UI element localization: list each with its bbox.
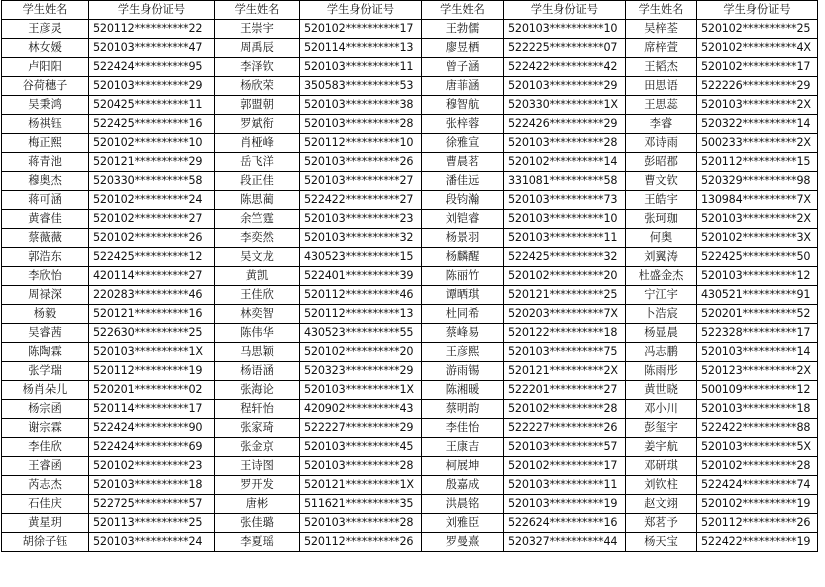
student-name-cell: 李欣怡 xyxy=(2,267,89,286)
student-name-cell: 陈思蔺 xyxy=(215,191,300,210)
student-id-cell: 520103**********28 xyxy=(300,514,422,533)
table-row xyxy=(2,20,818,39)
student-id-cell: 520102**********4X xyxy=(697,39,818,58)
student-name-cell: 王佳欣 xyxy=(215,286,300,305)
student-id-cell: 520323**********29 xyxy=(300,362,422,381)
student-name-cell: 石佳庆 xyxy=(2,495,89,514)
student-id-cell: 220283**********46 xyxy=(89,286,215,305)
student-roster-table xyxy=(1,0,818,552)
student-id-cell: 520102**********28 xyxy=(504,400,626,419)
student-name-cell: 蒋可涵 xyxy=(2,191,89,210)
student-name-cell: 彭玺宇 xyxy=(626,419,697,438)
student-name-cell: 廖昱栖 xyxy=(422,39,504,58)
student-name-cell: 罗曼熹 xyxy=(422,533,504,552)
header-student-id: 学生身份证号 xyxy=(697,1,818,20)
student-id-cell: 522328**********17 xyxy=(697,324,818,343)
student-name-cell: 蔡明韵 xyxy=(422,400,504,419)
student-name-cell: 柯展坤 xyxy=(422,457,504,476)
table-row xyxy=(2,305,818,324)
student-id-cell: 520103**********27 xyxy=(300,172,422,191)
table-row xyxy=(2,286,818,305)
student-name-cell: 林女媛 xyxy=(2,39,89,58)
student-name-cell: 周禄深 xyxy=(2,286,89,305)
student-id-cell: 520102**********20 xyxy=(504,267,626,286)
student-id-cell: 522225**********07 xyxy=(504,39,626,58)
student-id-cell: 520103**********47 xyxy=(89,39,215,58)
student-id-cell: 522725**********57 xyxy=(89,495,215,514)
table-row xyxy=(2,343,818,362)
student-id-cell: 520112**********46 xyxy=(300,286,422,305)
student-name-cell: 李佳怡 xyxy=(422,419,504,438)
student-id-cell: 520103**********38 xyxy=(300,96,422,115)
student-name-cell: 曾子涵 xyxy=(422,58,504,77)
student-id-cell: 522424**********90 xyxy=(89,419,215,438)
student-id-cell: 520114**********13 xyxy=(300,39,422,58)
student-name-cell: 王彦灵 xyxy=(2,20,89,39)
student-name-cell: 王韬杰 xyxy=(626,58,697,77)
header-student-name: 学生姓名 xyxy=(422,1,504,20)
student-name-cell: 蒋青池 xyxy=(2,153,89,172)
student-id-cell: 520102**********27 xyxy=(89,210,215,229)
student-id-cell: 520103**********57 xyxy=(504,438,626,457)
student-name-cell: 杨语涵 xyxy=(215,362,300,381)
table-row xyxy=(2,229,818,248)
student-id-cell: 520112**********10 xyxy=(300,134,422,153)
student-name-cell: 杨毅 xyxy=(2,305,89,324)
student-name-cell: 黄世晓 xyxy=(626,381,697,400)
table-row xyxy=(2,172,818,191)
student-name-cell: 潘佳远 xyxy=(422,172,504,191)
table-row xyxy=(2,210,818,229)
student-name-cell: 宁江宇 xyxy=(626,286,697,305)
student-name-cell: 王皓宇 xyxy=(626,191,697,210)
roster-body xyxy=(2,20,818,552)
student-name-cell: 唐菲涵 xyxy=(422,77,504,96)
student-id-cell: 520103**********5X xyxy=(697,438,818,457)
student-id-cell: 520102**********10 xyxy=(89,134,215,153)
student-name-cell: 梅正熙 xyxy=(2,134,89,153)
student-id-cell: 520102**********28 xyxy=(697,457,818,476)
student-name-cell: 冯志鹏 xyxy=(626,343,697,362)
student-name-cell: 吴文龙 xyxy=(215,248,300,267)
student-name-cell: 邓研琪 xyxy=(626,457,697,476)
student-id-cell: 520103**********28 xyxy=(300,457,422,476)
table-row xyxy=(2,324,818,343)
student-id-cell: 520103**********10 xyxy=(504,20,626,39)
student-name-cell: 曹文钦 xyxy=(626,172,697,191)
header-student-name: 学生姓名 xyxy=(2,1,89,20)
student-id-cell: 520103**********12 xyxy=(697,267,818,286)
table-row xyxy=(2,362,818,381)
student-name-cell: 徐雅宣 xyxy=(422,134,504,153)
student-name-cell: 王勃儒 xyxy=(422,20,504,39)
table-row xyxy=(2,419,818,438)
student-name-cell: 陈伟华 xyxy=(215,324,300,343)
student-id-cell: 520425**********11 xyxy=(89,96,215,115)
student-name-cell: 王思蕊 xyxy=(626,96,697,115)
student-id-cell: 522422**********27 xyxy=(300,191,422,210)
student-id-cell: 500109**********12 xyxy=(697,381,818,400)
student-id-cell: 520112**********26 xyxy=(300,533,422,552)
header-row xyxy=(2,1,818,20)
student-id-cell: 520102**********17 xyxy=(300,20,422,39)
table-row xyxy=(2,77,818,96)
student-id-cell: 520121**********2X xyxy=(504,362,626,381)
student-name-cell: 郭浩东 xyxy=(2,248,89,267)
header-student-name: 学生姓名 xyxy=(626,1,697,20)
student-name-cell: 杨欣荣 xyxy=(215,77,300,96)
student-id-cell: 520112**********19 xyxy=(89,362,215,381)
student-name-cell: 穆智航 xyxy=(422,96,504,115)
student-id-cell: 522227**********26 xyxy=(504,419,626,438)
student-id-cell: 520102**********25 xyxy=(697,20,818,39)
student-name-cell: 周禹辰 xyxy=(215,39,300,58)
table-row xyxy=(2,58,818,77)
student-id-cell: 520112**********22 xyxy=(89,20,215,39)
student-name-cell: 杜同希 xyxy=(422,305,504,324)
student-name-cell: 张佳璐 xyxy=(215,514,300,533)
table-row xyxy=(2,400,818,419)
student-id-cell: 522624**********16 xyxy=(504,514,626,533)
student-name-cell: 刘铠睿 xyxy=(422,210,504,229)
student-name-cell: 谢宗霖 xyxy=(2,419,89,438)
student-id-cell: 520102**********14 xyxy=(504,153,626,172)
student-name-cell: 张家琦 xyxy=(215,419,300,438)
student-id-cell: 522201**********27 xyxy=(504,381,626,400)
student-name-cell: 胡徐子钰 xyxy=(2,533,89,552)
student-name-cell: 陈湘暖 xyxy=(422,381,504,400)
student-id-cell: 520112**********15 xyxy=(697,153,818,172)
table-row xyxy=(2,495,818,514)
student-name-cell: 杨宗函 xyxy=(2,400,89,419)
student-name-cell: 邓诗雨 xyxy=(626,134,697,153)
student-name-cell: 程轩怡 xyxy=(215,400,300,419)
student-name-cell: 蔡峰易 xyxy=(422,324,504,343)
student-id-cell: 130984**********7X xyxy=(697,191,818,210)
student-id-cell: 520102**********3X xyxy=(697,229,818,248)
student-id-cell: 430523**********15 xyxy=(300,248,422,267)
student-name-cell: 谭晒琪 xyxy=(422,286,504,305)
table-row xyxy=(2,248,818,267)
student-id-cell: 520103**********1X xyxy=(89,343,215,362)
student-id-cell: 522227**********29 xyxy=(300,419,422,438)
table-row xyxy=(2,514,818,533)
student-id-cell: 520103**********11 xyxy=(300,58,422,77)
student-name-cell: 卜浩宸 xyxy=(626,305,697,324)
student-name-cell: 何奥 xyxy=(626,229,697,248)
student-id-cell: 520102**********24 xyxy=(89,191,215,210)
table-row xyxy=(2,134,818,153)
student-id-cell: 500233**********2X xyxy=(697,134,818,153)
table-row xyxy=(2,476,818,495)
student-id-cell: 520201**********02 xyxy=(89,381,215,400)
student-id-cell: 520103**********1X xyxy=(300,381,422,400)
student-name-cell: 李睿 xyxy=(626,115,697,134)
student-name-cell: 谷荷穗子 xyxy=(2,77,89,96)
student-name-cell: 杨麟醒 xyxy=(422,248,504,267)
student-id-cell: 522425**********12 xyxy=(89,248,215,267)
student-id-cell: 522424**********69 xyxy=(89,438,215,457)
student-id-cell: 520203**********7X xyxy=(504,305,626,324)
student-id-cell: 520103**********19 xyxy=(504,495,626,514)
student-id-cell: 520103**********11 xyxy=(504,476,626,495)
student-name-cell: 王睿函 xyxy=(2,457,89,476)
student-id-cell: 520103**********2X xyxy=(697,96,818,115)
student-id-cell: 520102**********26 xyxy=(89,229,215,248)
student-id-cell: 520103**********75 xyxy=(504,343,626,362)
table-row xyxy=(2,115,818,134)
student-id-cell: 520103**********29 xyxy=(89,77,215,96)
student-id-cell: 520121**********25 xyxy=(504,286,626,305)
student-name-cell: 杨祺钰 xyxy=(2,115,89,134)
student-id-cell: 520102**********17 xyxy=(504,457,626,476)
student-name-cell: 李奕然 xyxy=(215,229,300,248)
student-id-cell: 520103**********28 xyxy=(504,134,626,153)
student-name-cell: 林奕智 xyxy=(215,305,300,324)
student-name-cell: 张海论 xyxy=(215,381,300,400)
header-student-id: 学生身份证号 xyxy=(300,1,422,20)
student-id-cell: 331081**********58 xyxy=(504,172,626,191)
student-name-cell: 郑茗予 xyxy=(626,514,697,533)
student-id-cell: 511621**********35 xyxy=(300,495,422,514)
student-id-cell: 520330**********1X xyxy=(504,96,626,115)
student-id-cell: 520102**********17 xyxy=(697,58,818,77)
student-id-cell: 520103**********14 xyxy=(697,343,818,362)
student-id-cell: 520103**********18 xyxy=(89,476,215,495)
student-id-cell: 522401**********39 xyxy=(300,267,422,286)
student-id-cell: 350583**********53 xyxy=(300,77,422,96)
student-id-cell: 520103**********18 xyxy=(697,400,818,419)
table-row xyxy=(2,381,818,400)
table-row xyxy=(2,457,818,476)
student-id-cell: 520113**********25 xyxy=(89,514,215,533)
student-name-cell: 罗斌衔 xyxy=(215,115,300,134)
student-id-cell: 522630**********25 xyxy=(89,324,215,343)
student-name-cell: 李夏瑶 xyxy=(215,533,300,552)
student-id-cell: 520103**********23 xyxy=(300,210,422,229)
student-name-cell: 席梓萱 xyxy=(626,39,697,58)
student-id-cell: 520103**********26 xyxy=(300,153,422,172)
student-id-cell: 420902**********43 xyxy=(300,400,422,419)
student-id-cell: 520201**********52 xyxy=(697,305,818,324)
student-id-cell: 520103**********24 xyxy=(89,533,215,552)
student-id-cell: 520103**********2X xyxy=(697,210,818,229)
student-id-cell: 520122**********18 xyxy=(504,324,626,343)
table-row xyxy=(2,533,818,552)
student-id-cell: 520330**********58 xyxy=(89,172,215,191)
student-name-cell: 殷嘉成 xyxy=(422,476,504,495)
student-name-cell: 邓小川 xyxy=(626,400,697,419)
student-id-cell: 520103**********73 xyxy=(504,191,626,210)
student-id-cell: 522426**********29 xyxy=(504,115,626,134)
student-name-cell: 刘钦柱 xyxy=(626,476,697,495)
student-id-cell: 520121**********29 xyxy=(89,153,215,172)
student-id-cell: 520103**********45 xyxy=(300,438,422,457)
student-name-cell: 杨景羽 xyxy=(422,229,504,248)
student-name-cell: 吴睿茜 xyxy=(2,324,89,343)
student-name-cell: 肖桠峰 xyxy=(215,134,300,153)
student-name-cell: 黄睿佳 xyxy=(2,210,89,229)
student-name-cell: 王康吉 xyxy=(422,438,504,457)
student-name-cell: 郭盟朝 xyxy=(215,96,300,115)
student-id-cell: 522424**********74 xyxy=(697,476,818,495)
student-id-cell: 430521**********91 xyxy=(697,286,818,305)
student-id-cell: 520112**********13 xyxy=(300,305,422,324)
student-id-cell: 430523**********55 xyxy=(300,324,422,343)
table-row xyxy=(2,153,818,172)
student-id-cell: 522226**********29 xyxy=(697,77,818,96)
student-id-cell: 520114**********17 xyxy=(89,400,215,419)
student-name-cell: 赵文翊 xyxy=(626,495,697,514)
student-name-cell: 张金京 xyxy=(215,438,300,457)
student-name-cell: 黄星玥 xyxy=(2,514,89,533)
student-id-cell: 520103**********10 xyxy=(504,210,626,229)
student-name-cell: 张学瑞 xyxy=(2,362,89,381)
student-name-cell: 吴梓荃 xyxy=(626,20,697,39)
student-id-cell: 420114**********27 xyxy=(89,267,215,286)
student-name-cell: 吴秉鸿 xyxy=(2,96,89,115)
student-name-cell: 杨天宝 xyxy=(626,533,697,552)
student-id-cell: 522422**********88 xyxy=(697,419,818,438)
student-name-cell: 杨肖朵儿 xyxy=(2,381,89,400)
student-name-cell: 蔡薇薇 xyxy=(2,229,89,248)
student-id-cell: 520121**********1X xyxy=(300,476,422,495)
student-name-cell: 彭昭郡 xyxy=(626,153,697,172)
student-name-cell: 田思语 xyxy=(626,77,697,96)
student-name-cell: 姜宇航 xyxy=(626,438,697,457)
student-name-cell: 游雨锡 xyxy=(422,362,504,381)
student-name-cell: 唐彬 xyxy=(215,495,300,514)
student-name-cell: 黄凯 xyxy=(215,267,300,286)
student-id-cell: 522425**********50 xyxy=(697,248,818,267)
student-id-cell: 522422**********19 xyxy=(697,533,818,552)
student-name-cell: 李泽钦 xyxy=(215,58,300,77)
student-id-cell: 520103**********29 xyxy=(504,77,626,96)
student-name-cell: 张梓蓉 xyxy=(422,115,504,134)
student-name-cell: 马思颖 xyxy=(215,343,300,362)
student-id-cell: 520103**********32 xyxy=(300,229,422,248)
student-name-cell: 陈丽竹 xyxy=(422,267,504,286)
student-id-cell: 522425**********16 xyxy=(89,115,215,134)
student-name-cell: 陈雨彤 xyxy=(626,362,697,381)
student-id-cell: 522425**********32 xyxy=(504,248,626,267)
student-name-cell: 王诗图 xyxy=(215,457,300,476)
student-id-cell: 520329**********98 xyxy=(697,172,818,191)
student-id-cell: 520112**********26 xyxy=(697,514,818,533)
table-row xyxy=(2,96,818,115)
student-id-cell: 520103**********11 xyxy=(504,229,626,248)
student-name-cell: 段钧瀚 xyxy=(422,191,504,210)
student-name-cell: 洪晨铭 xyxy=(422,495,504,514)
student-name-cell: 段正佳 xyxy=(215,172,300,191)
student-name-cell: 罗开发 xyxy=(215,476,300,495)
student-name-cell: 李佳欣 xyxy=(2,438,89,457)
student-name-cell: 刘雅臣 xyxy=(422,514,504,533)
student-name-cell: 杨显晨 xyxy=(626,324,697,343)
table-row xyxy=(2,191,818,210)
header-student-id: 学生身份证号 xyxy=(89,1,215,20)
student-name-cell: 穆奥杰 xyxy=(2,172,89,191)
table-row xyxy=(2,39,818,58)
student-id-cell: 522422**********42 xyxy=(504,58,626,77)
student-name-cell: 岳飞洋 xyxy=(215,153,300,172)
student-name-cell: 卢阳阳 xyxy=(2,58,89,77)
table-row xyxy=(2,267,818,286)
student-name-cell: 曹晨茗 xyxy=(422,153,504,172)
student-name-cell: 王崇宇 xyxy=(215,20,300,39)
student-id-cell: 522424**********95 xyxy=(89,58,215,77)
student-id-cell: 520123**********2X xyxy=(697,362,818,381)
student-name-cell: 芮志杰 xyxy=(2,476,89,495)
student-id-cell: 520103**********28 xyxy=(300,115,422,134)
table-row xyxy=(2,438,818,457)
student-id-cell: 520327**********44 xyxy=(504,533,626,552)
header-student-name: 学生姓名 xyxy=(215,1,300,20)
student-name-cell: 刘翼涛 xyxy=(626,248,697,267)
student-name-cell: 张珂珈 xyxy=(626,210,697,229)
student-name-cell: 杜盛金杰 xyxy=(626,267,697,286)
header-student-id: 学生身份证号 xyxy=(504,1,626,20)
student-id-cell: 520121**********16 xyxy=(89,305,215,324)
student-name-cell: 余竺霆 xyxy=(215,210,300,229)
student-id-cell: 520102**********19 xyxy=(697,495,818,514)
student-id-cell: 520102**********20 xyxy=(300,343,422,362)
student-name-cell: 王彦熙 xyxy=(422,343,504,362)
student-id-cell: 520102**********23 xyxy=(89,457,215,476)
student-id-cell: 520322**********14 xyxy=(697,115,818,134)
student-name-cell: 陈陶霖 xyxy=(2,343,89,362)
